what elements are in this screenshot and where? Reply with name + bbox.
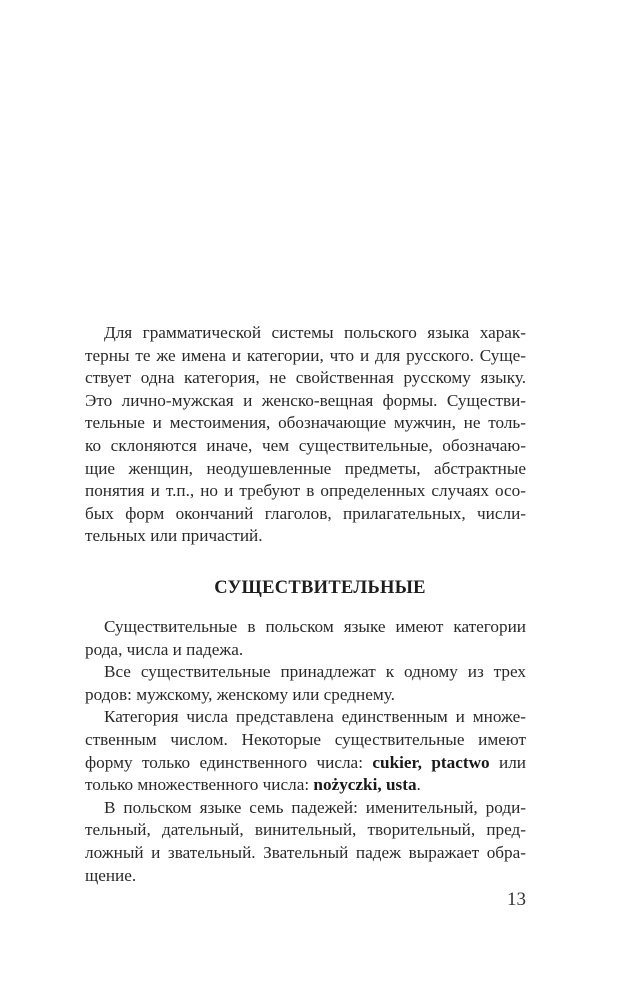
text-line	[85, 480, 526, 503]
text-line	[85, 774, 526, 797]
text-line	[85, 661, 526, 684]
text-segment: или	[489, 752, 526, 772]
text-segment: рода, числа и падежа.	[85, 639, 244, 659]
text-line	[85, 729, 526, 752]
section-body	[85, 616, 526, 887]
text-line	[85, 345, 526, 368]
text-line	[85, 639, 526, 662]
page-number: 13	[507, 889, 526, 910]
text-line	[85, 797, 526, 820]
text-line	[85, 367, 526, 390]
text-segment: форму только единственного числа:	[85, 752, 373, 772]
text-segment: Существительные в польском языке имеют категории	[104, 617, 526, 636]
text-segment: ложный и звательный. Звательный падеж выражает обра-	[85, 842, 526, 862]
text-segment: ственным числом. Некоторые существительные имеют	[85, 729, 526, 749]
text-line	[85, 684, 526, 707]
text-line	[85, 322, 526, 345]
text-segment: родов: мужскому, женскому или среднему.	[85, 684, 395, 704]
bold-example-word: nożyczki, usta	[313, 775, 417, 795]
text-line	[85, 842, 526, 865]
section-heading: СУЩЕСТВИТЕЛЬНЫЕ	[214, 578, 426, 598]
text-segment: Все существительные принадлежат к одному из трех	[104, 662, 526, 682]
text-segment: Категория числа представлена единственным и множе-	[104, 707, 526, 727]
text-segment: бых форм окончаний глаголов, прилагательных, числи-	[85, 503, 526, 523]
text-segment: Для грамматической системы польского языка харак-	[104, 323, 526, 342]
text-segment: Это лично-мужская и женско-вещная формы. Существи-	[85, 390, 526, 410]
text-segment: тельный, дательный, винительный, творительный, пред-	[85, 820, 526, 840]
text-segment: понятия и т.п., но и требуют в определенных случаях осо-	[85, 481, 526, 501]
text-line	[85, 525, 526, 548]
bold-example-word: cukier, ptactwo	[372, 752, 490, 772]
text-segment: только множественного числа:	[85, 775, 314, 795]
text-line	[85, 706, 526, 729]
text-segment: В польском языке семь падежей: именительный, роди-	[104, 797, 526, 817]
text-segment: терны те же имена и категории, что и для русского. Суще-	[85, 345, 526, 365]
text-line	[85, 752, 526, 775]
text-line	[85, 412, 526, 435]
text-segment: тельные и местоимения, обозначающие мужчин, не толь-	[85, 413, 526, 433]
text-segment: .	[416, 775, 421, 795]
text-segment: тельных или причастий.	[85, 526, 263, 546]
text-line	[85, 458, 526, 481]
text-segment: щение.	[85, 865, 137, 885]
text-segment: ко склоняются иначе, чем существительные, обозначаю-	[85, 435, 526, 455]
text-line	[85, 435, 526, 458]
text-line	[85, 865, 526, 888]
text-line	[85, 503, 526, 526]
intro-paragraph	[85, 322, 526, 548]
text-line	[85, 819, 526, 842]
text-segment: ствует одна категория, не свойственная русскому языку.	[85, 368, 526, 388]
text-segment: щие женщин, неодушевленные предметы, абстрактные	[85, 458, 526, 478]
text-line	[85, 390, 526, 413]
text-line	[85, 616, 526, 639]
